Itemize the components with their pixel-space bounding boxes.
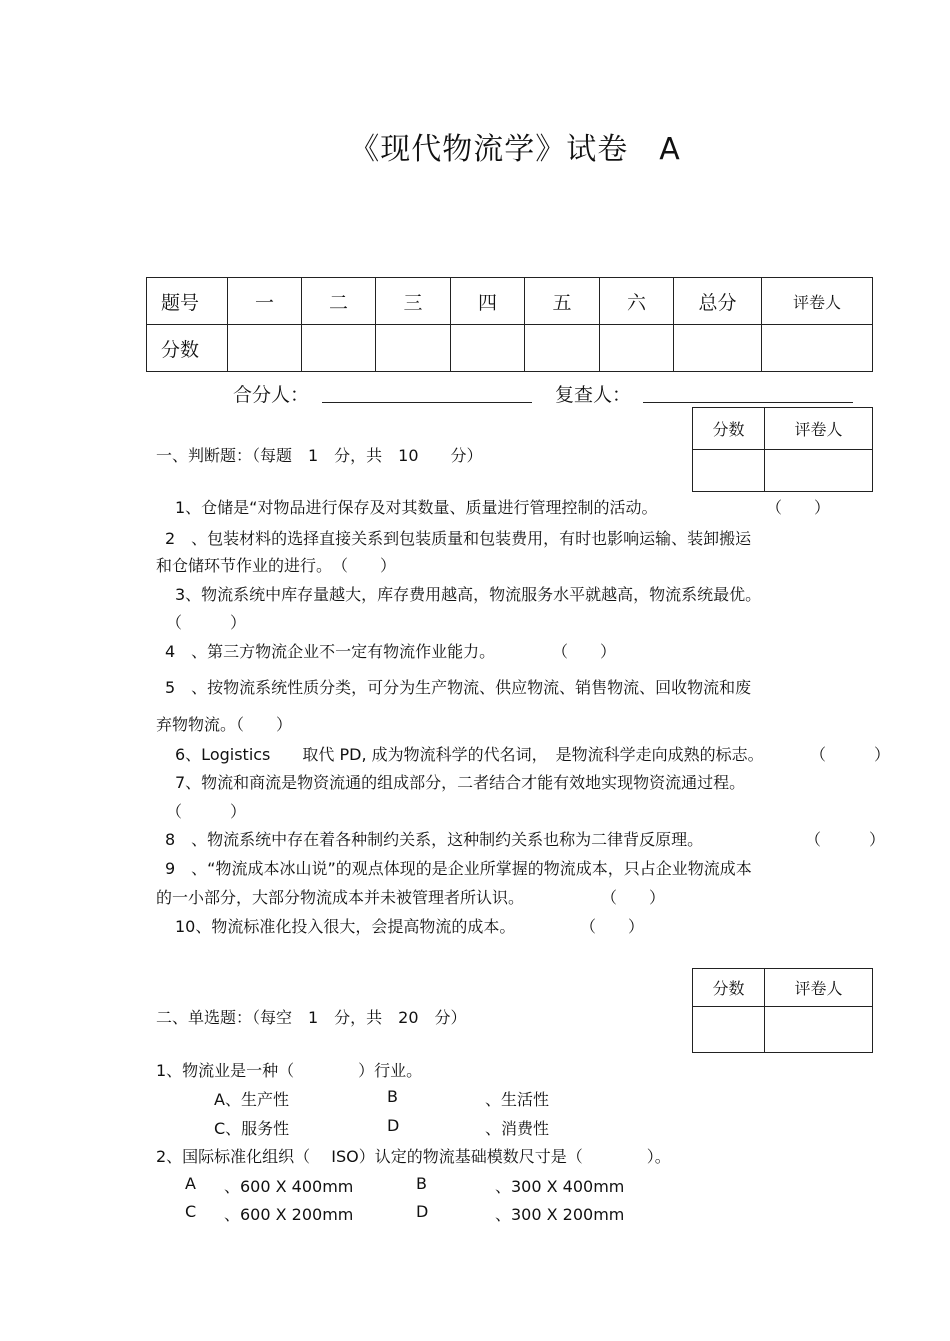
score-cell[interactable] — [600, 325, 674, 372]
tf-q2-text: 2 、包装材料的选择直接关系到包装质量和包装费用，有时也影响运输、装卸搬运 — [165, 529, 752, 548]
mc-q2-option-b-text[interactable]: 、300 X 400mm — [495, 1177, 625, 1196]
checker-label: 复查人： — [555, 384, 632, 406]
score-cell[interactable] — [525, 325, 600, 372]
exam-title: 《现代物流学》试卷 A — [349, 132, 681, 167]
grader-box-score-cell[interactable] — [693, 450, 765, 492]
tf-q5-text-cont[interactable]: 弃物物流。（ ） — [156, 715, 293, 734]
tf-q4-blank[interactable]: （ ） — [552, 642, 617, 661]
mc-q1-option-b-text[interactable]: 、生活性 — [485, 1090, 550, 1109]
tf-q9-text-cont: 的一小部分，大部分物流成本并未被管理者所认识。 — [156, 888, 525, 907]
mc-q1-option-b-letter[interactable]: B — [387, 1087, 398, 1106]
grader-box-score-label: 分数 — [693, 408, 765, 450]
checker-line[interactable] — [643, 402, 853, 403]
grader-box-grader-cell[interactable] — [765, 1007, 873, 1053]
mc-q2-option-b-letter[interactable]: B — [416, 1174, 427, 1193]
summer-line[interactable] — [322, 402, 532, 403]
tf-q7-text: 7、物流和商流是物资流通的组成部分，二者结合才能有效地实现物资流通过程。 — [175, 773, 746, 792]
mc-q2-option-a-letter[interactable]: A — [185, 1174, 196, 1193]
row-score-label: 分数 — [147, 325, 228, 372]
tf-q5-text: 5 、按物流系统性质分类，可分为生产物流、供应物流、销售物流、回收物流和废 — [165, 678, 752, 697]
grader-box-section1 — [692, 407, 873, 492]
header-section-3: 三 — [376, 278, 451, 325]
tf-q3-text: 3、物流系统中库存量越大，库存费用越高，物流服务水平就越高，物流系统最优。 — [175, 585, 762, 604]
tf-q2-text-cont[interactable]: 和仓储环节作业的进行。 （ ） — [156, 556, 397, 575]
score-cell[interactable] — [762, 325, 873, 372]
summer-label: 合分人： — [233, 384, 310, 406]
tf-q9-text: 9 、“物流成本冰山说”的观点体现的是企业所掌握的物流成本，只占企业物流成本 — [165, 859, 752, 878]
mc-q2-option-d-letter[interactable]: D — [416, 1202, 429, 1221]
score-cell[interactable] — [302, 325, 376, 372]
header-section-1: 一 — [228, 278, 302, 325]
header-section-2: 二 — [302, 278, 376, 325]
header-question-no: 题号 — [147, 278, 228, 325]
grader-box-score-cell[interactable] — [693, 1007, 765, 1053]
grader-box-score-label: 分数 — [693, 969, 765, 1007]
section2-heading: 二、单选题：（每空 1 分，共 20 分） — [156, 1008, 467, 1027]
score-table — [146, 277, 873, 372]
mc-q2-option-c-text[interactable]: 、600 X 200mm — [224, 1205, 354, 1224]
header-section-6: 六 — [600, 278, 674, 325]
mc-q2-option-d-text[interactable]: 、300 X 200mm — [495, 1205, 625, 1224]
mc-q1-stem: 1、物流业是一种（ ）行业。 — [156, 1061, 423, 1080]
tf-q8-text: 8 、物流系统中存在着各种制约关系，这种制约关系也称为二律背反原理。 — [165, 830, 704, 849]
header-section-4: 四 — [451, 278, 525, 325]
tf-q4-text: 4 、第三方物流企业不一定有物流作业能力。 — [165, 642, 496, 661]
mc-q1-option-a[interactable]: A、生产性 — [214, 1090, 289, 1109]
tf-q10-blank[interactable]: （ ） — [580, 917, 645, 936]
mc-q1-option-c[interactable]: C、服务性 — [214, 1119, 290, 1138]
grader-box-grader-label: 评卷人 — [765, 408, 873, 450]
mc-q1-option-d-letter[interactable]: D — [387, 1116, 400, 1135]
mc-q2-stem: 2、国际标准化组织（ ISO）认定的物流基础模数尺寸是（ ）。 — [156, 1147, 671, 1166]
grader-box-section2 — [692, 968, 873, 1053]
tf-q7-blank[interactable]: （ ） — [166, 802, 247, 821]
header-section-5: 五 — [525, 278, 600, 325]
grader-box-grader-label: 评卷人 — [765, 969, 873, 1007]
grader-box-grader-cell[interactable] — [765, 450, 873, 492]
tf-q1-blank[interactable]: （ ） — [766, 498, 831, 517]
tf-q9-blank[interactable]: （ ） — [601, 888, 666, 907]
mc-q1-option-d-text[interactable]: 、消费性 — [485, 1119, 550, 1138]
tf-q1-text: 1、仓储是“对物品进行保存及对其数量、质量进行管理控制的活动。 — [175, 498, 658, 517]
score-cell[interactable] — [451, 325, 525, 372]
mc-q2-option-a-text[interactable]: 、600 X 400mm — [224, 1177, 354, 1196]
section1-heading: 一、判断题：（每题 1 分，共 10 分） — [156, 446, 483, 465]
score-cell[interactable] — [376, 325, 451, 372]
tf-q6-text: 6、Logistics 取代 PD, 成为物流科学的代名词， 是物流科学走向成熟的标志。 — [175, 745, 764, 764]
tf-q10-text: 10、物流标准化投入很大，会提高物流的成本。 — [175, 917, 516, 936]
header-grader: 评卷人 — [762, 278, 873, 325]
tf-q8-blank[interactable]: （ ） — [805, 830, 886, 849]
mc-q2-option-c-letter[interactable]: C — [185, 1202, 197, 1221]
tf-q3-blank[interactable]: （ ） — [166, 613, 247, 632]
tf-q6-blank[interactable]: （ ） — [810, 745, 891, 764]
score-cell[interactable] — [674, 325, 762, 372]
score-cell[interactable] — [228, 325, 302, 372]
header-total: 总分 — [674, 278, 762, 325]
